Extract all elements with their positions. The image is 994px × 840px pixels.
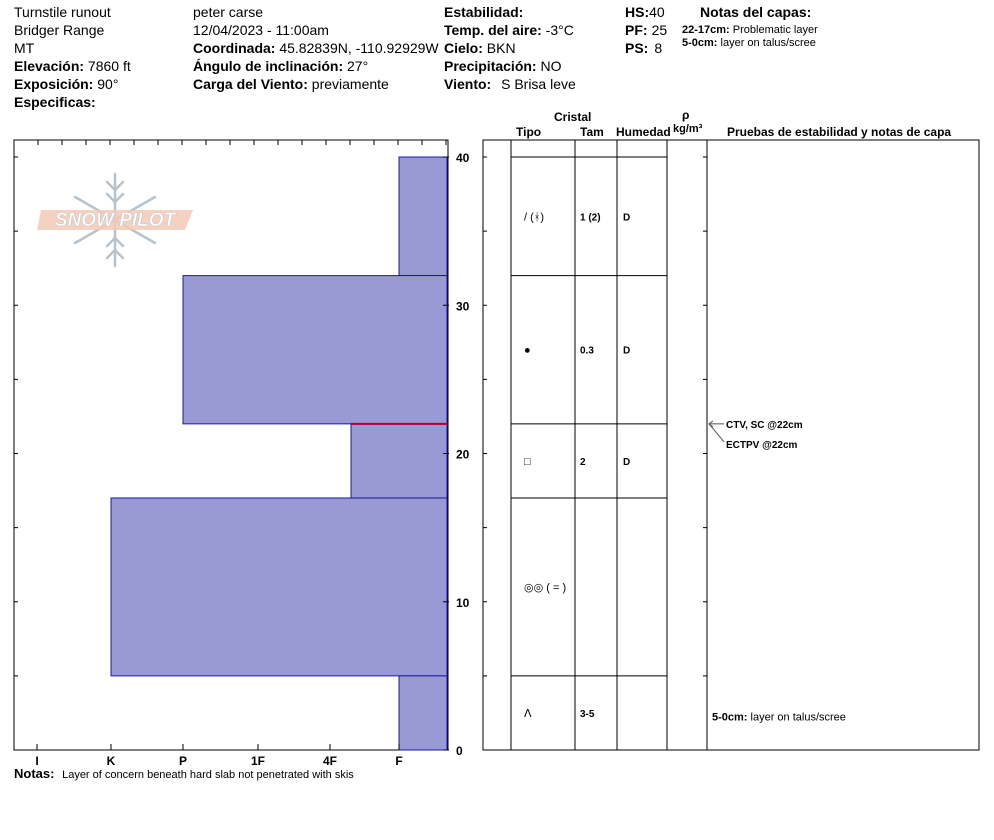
density-rho-header: ρ	[682, 108, 690, 122]
stability-tests	[709, 420, 846, 723]
location-name: Turnstile runout	[14, 4, 111, 20]
range-name: Bridger Range	[14, 22, 105, 38]
hardness-bar	[399, 676, 447, 750]
grain-size: 0.3	[580, 345, 594, 357]
grain-size: 1 (2)	[580, 212, 601, 224]
stability-test-label: ECTPV @22cm	[726, 439, 798, 451]
state-name: MT	[14, 40, 35, 56]
aspect-label: Exposición:	[14, 76, 94, 92]
hs-label: HS:	[625, 4, 650, 20]
type-header: Tipo	[516, 125, 542, 139]
ps-value: 8	[654, 40, 663, 56]
hardness-tick-label: K	[106, 754, 116, 768]
layer-notes-title-text: Notas del capas:	[700, 4, 812, 20]
precipitation-label: Precipitación:	[444, 58, 537, 74]
air-temp-value: -3°C	[545, 22, 574, 38]
grain-type: ●	[524, 344, 531, 357]
stability-label: Estabilidad:	[444, 4, 524, 20]
pf-value: 25	[651, 22, 668, 38]
height-tick-label: 10	[456, 595, 470, 610]
height-tick-label: 0	[456, 744, 463, 758]
moisture-header: Humedad	[616, 125, 671, 139]
height-tick-label: 30	[456, 299, 470, 314]
slope-angle-label: Ángulo de inclinación:	[193, 58, 344, 74]
hs-value: 40	[649, 4, 665, 20]
moisture: D	[623, 456, 631, 468]
wind-loading-label: Carga del Viento:	[193, 76, 308, 92]
elevation-label: Elevación:	[14, 58, 85, 74]
test-pointer	[709, 424, 724, 442]
stability-test-label: CTV, SC @22cm	[726, 419, 803, 431]
snowpilot-logo-text: SNOW PILOT	[54, 210, 176, 231]
ps-label: PS:	[625, 40, 649, 56]
notes	[14, 766, 354, 781]
hardness-bar	[351, 424, 447, 498]
size-header: Tam	[580, 125, 604, 139]
grain-size: 2	[580, 456, 586, 468]
hardness-tick-label: I	[35, 754, 39, 768]
elevation-value: 7860 ft	[87, 58, 131, 74]
notes-text: Layer of concern beneath hard slab not penetrated with skis	[62, 769, 354, 781]
snowpilot-logo	[37, 174, 193, 266]
precipitation-value: NO	[540, 58, 562, 74]
coordinates-label: Coordinada:	[193, 40, 276, 56]
tests-header: Pruebas de estabilidad y notas de capa	[727, 125, 952, 139]
crystal-header: Cristal	[554, 110, 592, 124]
grain-type: / (ᚼ)	[524, 211, 545, 224]
notes-label: Notas:	[14, 766, 55, 781]
sky-label: Cielo:	[444, 40, 483, 56]
layer-note-1-text: Problematic layer	[732, 24, 818, 36]
hardness-tick-label: P	[178, 754, 188, 768]
specifics-label: Especificas:	[14, 94, 96, 110]
hardness-bar	[111, 498, 447, 676]
layer-note-1-range: 22-17cm:	[682, 24, 730, 36]
wind-label: Viento:	[444, 76, 492, 92]
moisture: D	[623, 212, 631, 224]
hardness-bars	[111, 157, 447, 750]
height-tick-label: 20	[456, 447, 470, 462]
grain-type: □	[524, 455, 531, 468]
air-temp-label: Temp. del aire:	[444, 22, 542, 38]
grain-type: ᐱ	[524, 707, 532, 720]
grain-size: 3-5	[580, 708, 595, 720]
layer-note-row	[712, 711, 846, 723]
moisture: D	[623, 345, 631, 357]
layer-note-2-range: 5-0cm:	[682, 37, 718, 49]
layer-note-row-text: layer on talus/scree	[750, 711, 846, 724]
hardness-bar	[183, 276, 447, 424]
layer-rows	[511, 157, 667, 720]
observer: peter carse	[193, 4, 264, 20]
wind-loading-value: previamente	[311, 76, 389, 92]
hardness-tick-label: 4F	[322, 754, 338, 768]
hardness-tick-label: F	[395, 754, 403, 768]
slope-angle-value: 27°	[347, 58, 369, 74]
height-tick-label: 40	[456, 151, 470, 165]
coordinates-value: 45.82839N, -110.92929W	[279, 40, 439, 56]
hardness-bar	[399, 157, 447, 276]
wind-value: S Brisa leve	[501, 76, 576, 92]
sky-value: BKN	[486, 40, 516, 56]
density-unit-header: kg/m³	[673, 123, 703, 135]
aspect-value: 90°	[97, 76, 119, 92]
layer-note-row-range: 5-0cm:	[712, 711, 751, 724]
hardness-tick-label: 1F	[250, 754, 266, 768]
layer-note-2-text: layer on talus/scree	[720, 37, 816, 49]
datetime: 12/04/2023 - 11:00am	[193, 22, 329, 38]
grain-type: ◎◎ ( = )	[524, 581, 567, 594]
pf-label: PF:	[625, 22, 648, 38]
